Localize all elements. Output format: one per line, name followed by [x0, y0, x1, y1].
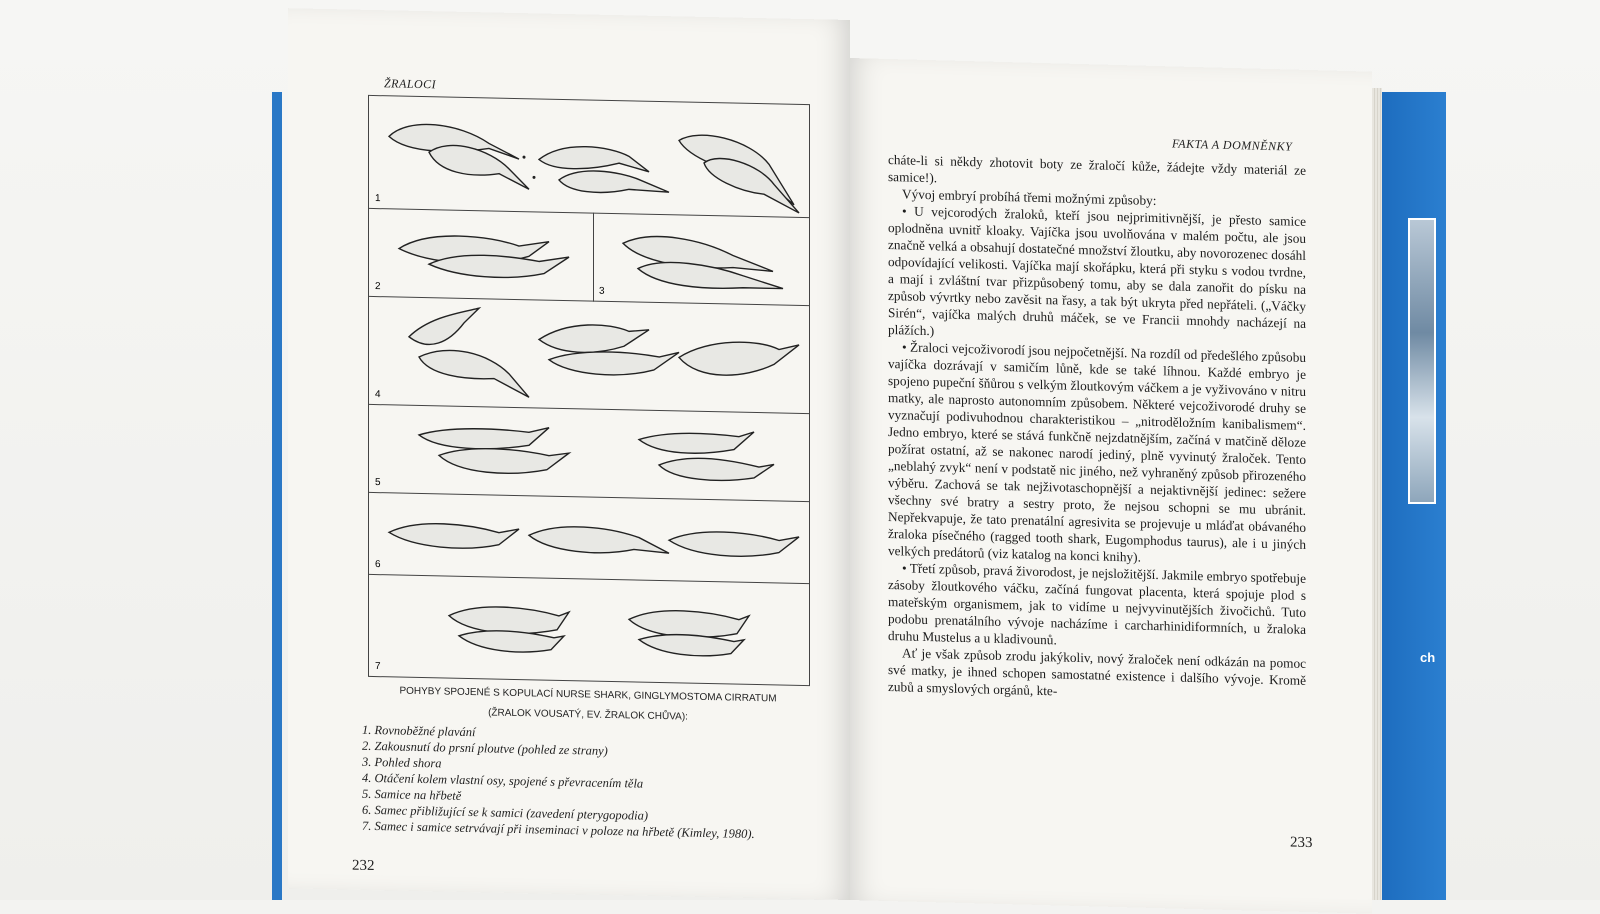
legend-item: 4. Otáčení kolem vlastní osy, spojené s převracením těla: [362, 770, 644, 791]
paragraph: • U vejcorodých žraloků, kteří jsou nejprimitivnější, je přesto samice oplodněna uvnitř kloaky. Vajíčka jsou uvolňována v malém počtu, ale jsou značně velká a obsahují dostatečné množství žloutku, aby novorozenec dosáhl odpovídající velikosti. Vajíčka mají skořápku, která při styku s vodou tvrdne, a mají i zvláštní tvar přizpůsobený tomu, aby se dala zanořit do písku na způsob vývrtky nebo zavěsit na řasy, a tak být ukryta před nepřáteli. („Váčky Sirén“, vajíčka malých druhů máček, se ve Francii mnohdy nacházejí na plážích.): [888, 203, 1306, 339]
right-page: [850, 58, 1372, 914]
panel-number: 4: [375, 389, 381, 401]
figure-panel-6: [369, 492, 809, 584]
paragraph: cháte-li si někdy zhotovit boty ze žraločí kůže, žádejte vždy materiál ze samice!).: [888, 151, 1306, 186]
left-page: [288, 8, 850, 900]
paragraph: Vývoj embryí probíhá třemi možnými způsoby:: [902, 186, 1157, 209]
panel-number: 2: [375, 281, 381, 293]
shark-illustration-2: [369, 208, 593, 301]
legend-item: 6. Samec přibližující se k samici (zavedení pterygopodia): [362, 802, 649, 823]
figure-panel-4: [369, 296, 809, 414]
figure-panel-3: [593, 213, 809, 307]
panel-number: 6: [375, 559, 381, 571]
panel-number: 7: [375, 661, 381, 673]
figure-legend: [362, 722, 755, 842]
running-head-right: FAKTA A DOMNĚNKY: [1172, 136, 1293, 154]
cover-photo: [1408, 218, 1436, 504]
cover-text: ch: [1420, 650, 1436, 665]
page-number-left: 232: [352, 857, 375, 875]
paragraph: Ať je však způsob zrodu jakýkoliv, nový žraloček není odkázán na pomoc své matky, je ihned schopen samostatné existence i dalšího vývoje. Kromě zubů a smyslových orgánů, kte-: [888, 645, 1306, 699]
legend-item: 3. Pohled shora: [362, 754, 442, 771]
paragraph: • Třetí způsob, pravá živorodost, je nejsložitější. Jakmile embryo spotřebuje zásoby žloutkového váčku, začíná fungovat placenta, která spojuje plod s mateřským organismem, jak to vidíme u nejvyvinutějších živočichů. Tuto podobu prenatálního vývoje nacházíme i carcharhinidiformních, u žraloka druhu Mustelus a u kladivounů.: [888, 560, 1306, 648]
figure-caption-title: POHYBY SPOJENÉ S KOPULACÍ NURSE SHARK, GINGLYMOSTOMA CIRRATUM: [399, 685, 777, 705]
legend-item: 2. Zakousnutí do prsní ploutve (pohled ze strany): [362, 738, 608, 758]
running-head-left: ŽRALOCI: [384, 76, 437, 92]
figure-box: [368, 95, 810, 686]
panel-number: 3: [599, 285, 605, 297]
shark-illustration-3: [593, 213, 809, 306]
shark-illustration-1: [369, 96, 809, 217]
page-number-right: 233: [1290, 834, 1313, 852]
figure-panel-5: [369, 404, 809, 502]
body-text: [888, 151, 1306, 706]
panel-number: 5: [375, 477, 381, 489]
shark-illustration-5: [369, 404, 809, 501]
shark-illustration-7: [369, 574, 809, 685]
paragraph: • Žraloci vejcoživorodí jsou nejpočetnější. Na rozdíl od předešlého způsobu vajíčka dozrávají v samičím lůně, kde se také líhnou. Každé embryo je spojeno pupeční šňůrou s velkým žloutkovým váčkem a je vyživováno v nitru matky, ale naprosto autonomním způsobem. Některé vejcoživorodé druhy se vyznačují podivuhodnou charakteristikou – „nitroděložním kanibalismem“. Jedno embryo, které se stává funkčně nejzdatnějším, začíná v matčině děloze požírat ostatní, až se nakonec narodí jediný, plně vyvinutý žraloček. Tento „neblahý zvyk“ není v podstatě nic jiného, než vyhraněný způsob přirozeného výběru. Zachová se tak nejživotaschopnější a nejaktivnější jedinec: sežere všechny své bratry a sestry proto, že nejsou schopni se mu ubránit. Nepřekvapuje, že tato prenatální agresivita se projevuje u mláďat obávaného žraloka písečného (ragged tooth shark, Eugomphodus taurus), ale i u jiných velkých predátorů (viz katalog na konci knihy).: [888, 339, 1306, 565]
shark-illustration-6: [369, 492, 809, 583]
shark-illustration-4: [369, 296, 809, 413]
book-cover-left-edge: [272, 92, 282, 900]
legend-item: 7. Samec i samice setrvávají při inseminaci v poloze na hřbetě (Kimley, 1980).: [362, 818, 755, 842]
figure-panel-7: [369, 574, 809, 685]
figure-panel-1: [369, 96, 809, 218]
figure-caption-subtitle: (ŽRALOK VOUSATÝ, EV. ŽRALOK CHŮVA):: [488, 707, 688, 723]
figure-panel-2: [369, 208, 594, 302]
panel-number: 1: [375, 193, 381, 205]
legend-item: 1. Rovnoběžné plavání: [362, 722, 476, 740]
legend-item: 5. Samice na hřbetě: [362, 786, 462, 803]
